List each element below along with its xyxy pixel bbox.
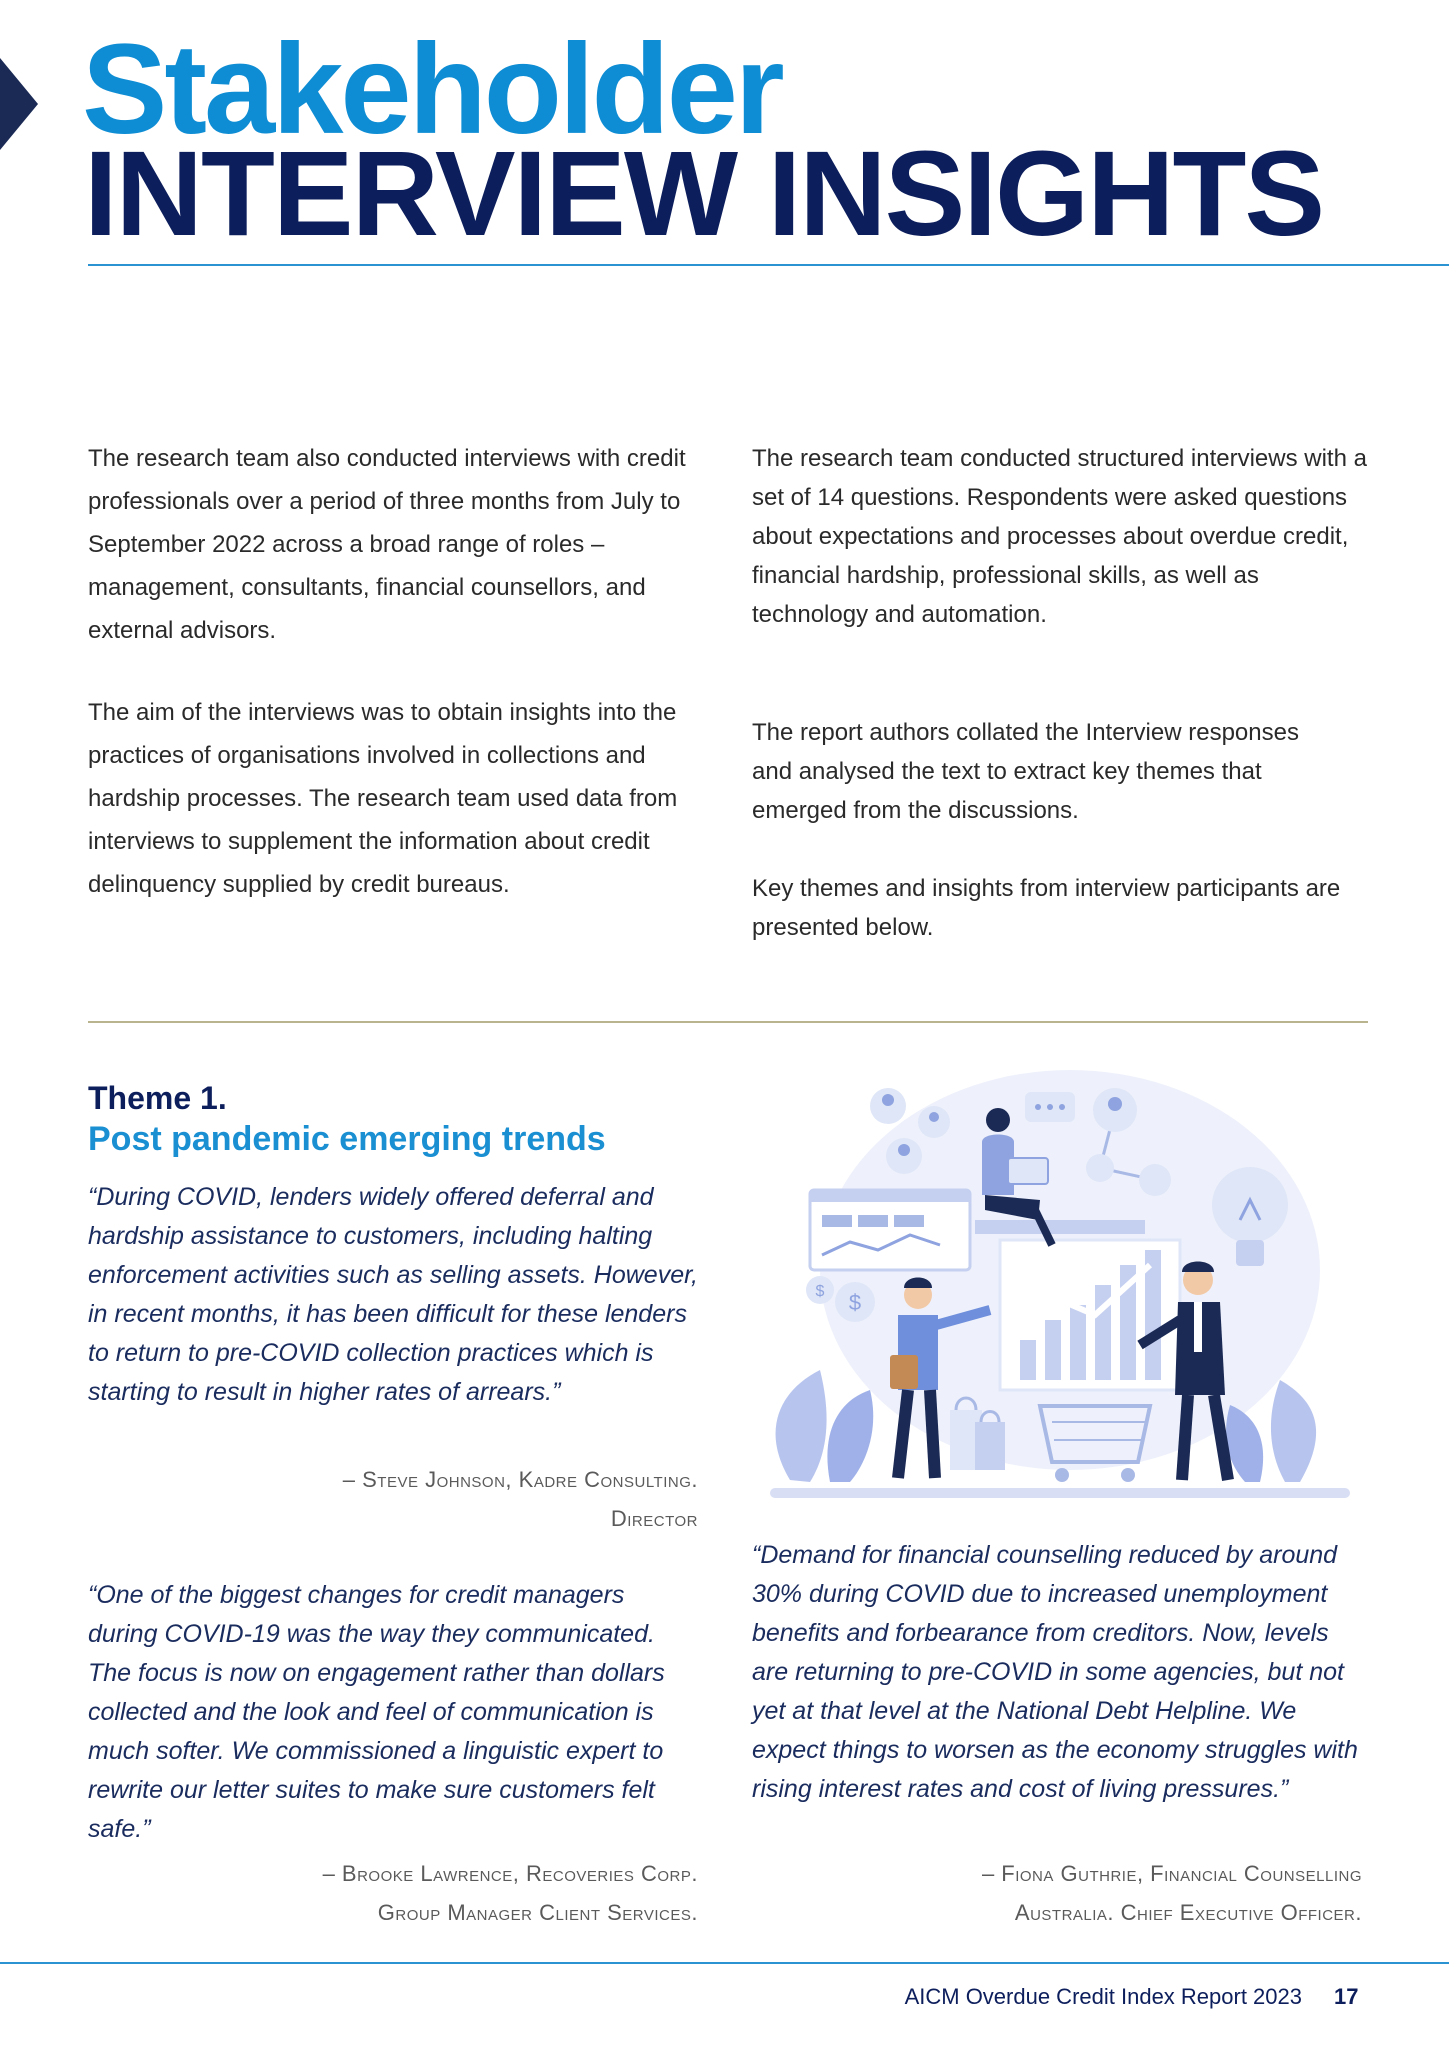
dashboard-window-icon xyxy=(810,1190,970,1270)
quote-1-attribution-name: – Steve Johnson, Kadre Consulting. xyxy=(342,1467,698,1492)
section-divider xyxy=(88,1021,1368,1023)
quote-2-attribution-role: Group Manager Client Services. xyxy=(377,1900,698,1925)
quote-2-attribution xyxy=(88,1854,698,1932)
left-plant-icon xyxy=(776,1370,874,1482)
page-title-interview-insights: INTERVIEW INSIGHTS xyxy=(84,125,1324,261)
intro-left-paragraph-1: The research team also conducted interviews with credit professionals over a period of three months from July to September 2022 across a broad range of roles – management, consultants, financial counsellors, and external advisors. xyxy=(88,445,686,644)
quote-2-text: “One of the biggest changes for credit managers during COVID-19 was the way they communicated. The focus is now on engagement rather than dollars collected and the look and feel of communication is much softer. We commissioned a linguistic expert to rewrite our letter suites to make sure customers felt safe.” xyxy=(88,1581,665,1843)
footer-report-title: AICM Overdue Credit Index Report 2023 xyxy=(904,1984,1302,2009)
quote-1-attribution xyxy=(88,1460,698,1538)
quote-1-attribution-role: Director xyxy=(610,1506,698,1531)
intro-right-paragraph-1: The research team conducted structured interviews with a set of 14 questions. Respondents were asked questions about expectations and processes about overdue credit, financial hardship, professional skills, as well as technology and automation. xyxy=(752,445,1367,628)
theme-title: Post pandemic emerging trends xyxy=(88,1120,606,1158)
header-divider xyxy=(88,264,1449,266)
page-title-stakeholder: Stakeholder xyxy=(82,18,782,161)
footer-divider xyxy=(0,1962,1449,1964)
chat-bubble-icon xyxy=(1025,1092,1075,1122)
quote-3-text: “Demand for financial counselling reduced by around 30% during COVID due to increased unemployment benefits and forbearance from creditors. Now, levels are returning to pre-COVID in some agencies, but not yet at that level at the National Debt Helpline. We expect things to worsen as the economy struggles with rising interest rates and cost of living pressures.” xyxy=(752,1541,1358,1803)
quote-3-attribution-name: – Fiona Guthrie, Financial Counselling xyxy=(981,1861,1362,1886)
quote-2-attribution-name: – Brooke Lawrence, Recoveries Corp. xyxy=(322,1861,698,1886)
illustration-ground xyxy=(770,1488,1350,1498)
intro-right-paragraph-3: Key themes and insights from interview participants are presented below. xyxy=(752,875,1341,941)
corner-arrow-icon xyxy=(0,58,38,150)
intro-left-paragraph-2: The aim of the interviews was to obtain insights into the practices of organisations involved in collections and hardship processes. The research team used data from interviews to supplement the information about credit delinquency supplied by credit bureaus. xyxy=(88,699,678,898)
theme-number: Theme 1. xyxy=(88,1080,227,1116)
business-meeting-illustration xyxy=(770,1070,1350,1510)
footer-page-number: 17 xyxy=(1334,1984,1359,2009)
svg-text:$: $ xyxy=(815,1283,825,1300)
quote-3-attribution xyxy=(752,1854,1362,1932)
intro-right-paragraph-2: The report authors collated the Interview responses and analysed the text to extract key themes that emerged from the discussions. xyxy=(752,719,1299,824)
quote-3-attribution-role: Australia. Chief Executive Officer. xyxy=(1014,1900,1362,1925)
rising-bar-chart-icon xyxy=(1000,1240,1180,1390)
quote-1-text: “During COVID, lenders widely offered deferral and hardship assistance to customers, including halting enforcement activities such as selling assets. However, in recent months, it has been difficult for these lenders to return to pre-COVID collection practices which is starting to result in higher rates of arrears.” xyxy=(88,1183,698,1406)
svg-text:$: $ xyxy=(848,1290,862,1315)
